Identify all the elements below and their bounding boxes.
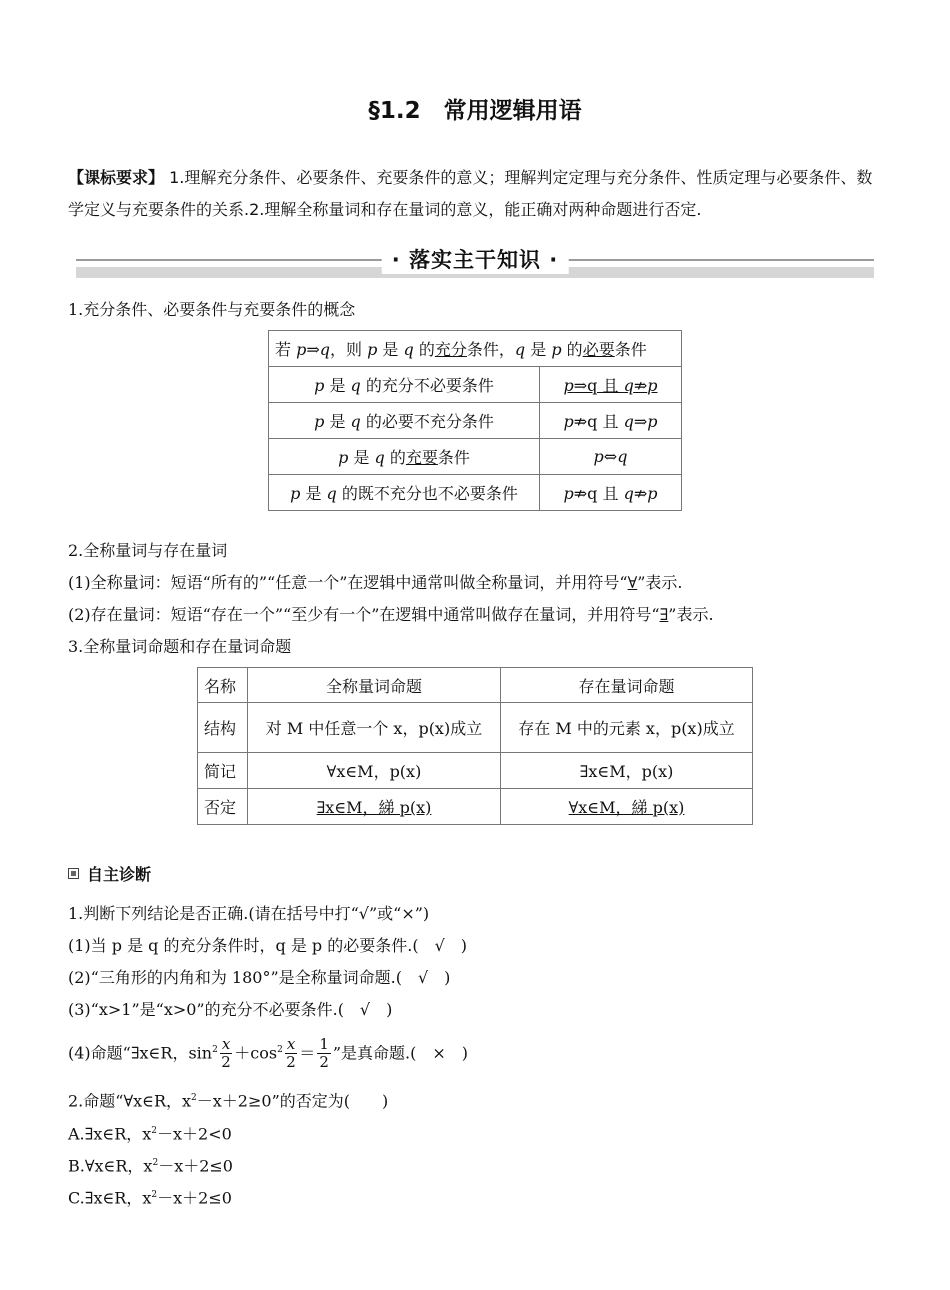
table-cell: ∃x∈M，綈 p(x) (248, 789, 501, 825)
table-cell: p 是 q 的充分不必要条件 (269, 367, 540, 403)
square-bullet-icon (68, 868, 79, 879)
table-cell: 结构 (198, 703, 248, 753)
table-cell: p⇏q 且 q⇏p (540, 475, 682, 511)
page-title: §1.2 常用逻辑用语 (368, 98, 582, 124)
table-cell: p 是 q 的充要条件 (269, 439, 540, 475)
table-row (198, 668, 753, 703)
table-cell: ∃x∈M，p(x) (501, 753, 753, 789)
course-requirements (68, 162, 886, 226)
section-banner (76, 244, 874, 278)
table-row (269, 439, 682, 475)
table-cell: 否定 (198, 789, 248, 825)
section-2-heading: 2.全称量词与存在量词 (68, 541, 228, 560)
table-cell: 存在量词命题 (501, 668, 753, 703)
conditions-table (268, 330, 682, 511)
question-1-stem: 1.判断下列结论是否正确.(请在括号中打“√”或“×”) (68, 904, 430, 923)
quantifier-table (197, 667, 753, 825)
requirement-text: 1.理解充分条件、必要条件、充要条件的意义；理解判定定理与充分条件、性质定理与必要条件、数学定义与充要条件的关系.2.理解全称量词和存在量词的意义，能正确对两种命题进行否定. (68, 168, 873, 219)
table-row (198, 703, 753, 753)
fraction: $\frac{x}{2}$ (286, 1035, 296, 1072)
table-cell: p⇒q 且 q⇏p (540, 367, 682, 403)
option-b: B.∀x∈R，$x^2-x+2\le 0$ (68, 1156, 233, 1176)
table-cell: ∀x∈M，p(x) (248, 753, 501, 789)
table-cell: p 是 q 的既不充分也不必要条件 (269, 475, 540, 511)
option-c: C.∃x∈R，$x^2-x+2\le 0$ (68, 1188, 232, 1208)
table-row (198, 789, 753, 825)
table-cell: p⇔q (540, 439, 682, 475)
table-cell: ∀x∈M，綈 p(x) (501, 789, 753, 825)
question-1-item: (2)“三角形的内角和为 180°”是全称量词命题.( √ ) (68, 968, 451, 987)
table-cell: 若 p⇒q，则 p 是 q 的充分条件，q 是 p 的必要条件 (269, 331, 682, 367)
table-row (269, 403, 682, 439)
question-1-item: (4)命题“∃x∈R，$\sin^2$ $\frac{x}{2}$ $+\cos^2$ $\frac{x}{2}$ ＝ $\frac{1}{2}$ ”是真命题.( × ) (68, 1035, 469, 1072)
question-1-item: (3)“x>1”是“x>0”的充分不必要条件.( √ ) (68, 1000, 393, 1019)
option-a: A.∃x∈R，$x^2-x+2<0$ (68, 1124, 232, 1144)
fraction: $\frac{x}{2}$ (221, 1035, 231, 1072)
table-cell: 存在 M 中的元素 x，p(x)成立 (501, 703, 753, 753)
table-row (269, 331, 682, 367)
table-row (269, 475, 682, 511)
question-1-item: (1)当 p 是 q 的充分条件时，q 是 p 的必要条件.( √ ) (68, 936, 468, 955)
question-2-stem: 2.命题“∀x∈R，$x^2-x+2\ge 0$”的否定为( ) (68, 1091, 389, 1111)
table-cell: p⇏q 且 q⇒p (540, 403, 682, 439)
fraction: $\frac{1}{2}$ (319, 1035, 329, 1072)
table-row (269, 367, 682, 403)
self-diagnosis-heading: 自主诊断 (68, 862, 151, 885)
requirement-tag: 【课标要求】 (68, 168, 165, 187)
banner-label: · 落实主干知识 · (382, 244, 569, 274)
section-1-heading: 1.充分条件、必要条件与充要条件的概念 (68, 300, 356, 319)
universal-quantifier-line: (1)全称量词：短语“所有的”“任意一个”在逻辑中通常叫做全称量词，并用符号“∀”表示. (68, 573, 683, 592)
table-cell: p 是 q 的必要不充分条件 (269, 403, 540, 439)
table-cell: 名称 (198, 668, 248, 703)
table-row (198, 753, 753, 789)
section-3-heading: 3.全称量词命题和存在量词命题 (68, 637, 292, 656)
existential-quantifier-line: (2)存在量词：短语“存在一个”“至少有一个”在逻辑中通常叫做存在量词，并用符号“∃”表示. (68, 605, 714, 624)
table-cell: 对 M 中任意一个 x，p(x)成立 (248, 703, 501, 753)
table-cell: 全称量词命题 (248, 668, 501, 703)
table-cell: 简记 (198, 753, 248, 789)
